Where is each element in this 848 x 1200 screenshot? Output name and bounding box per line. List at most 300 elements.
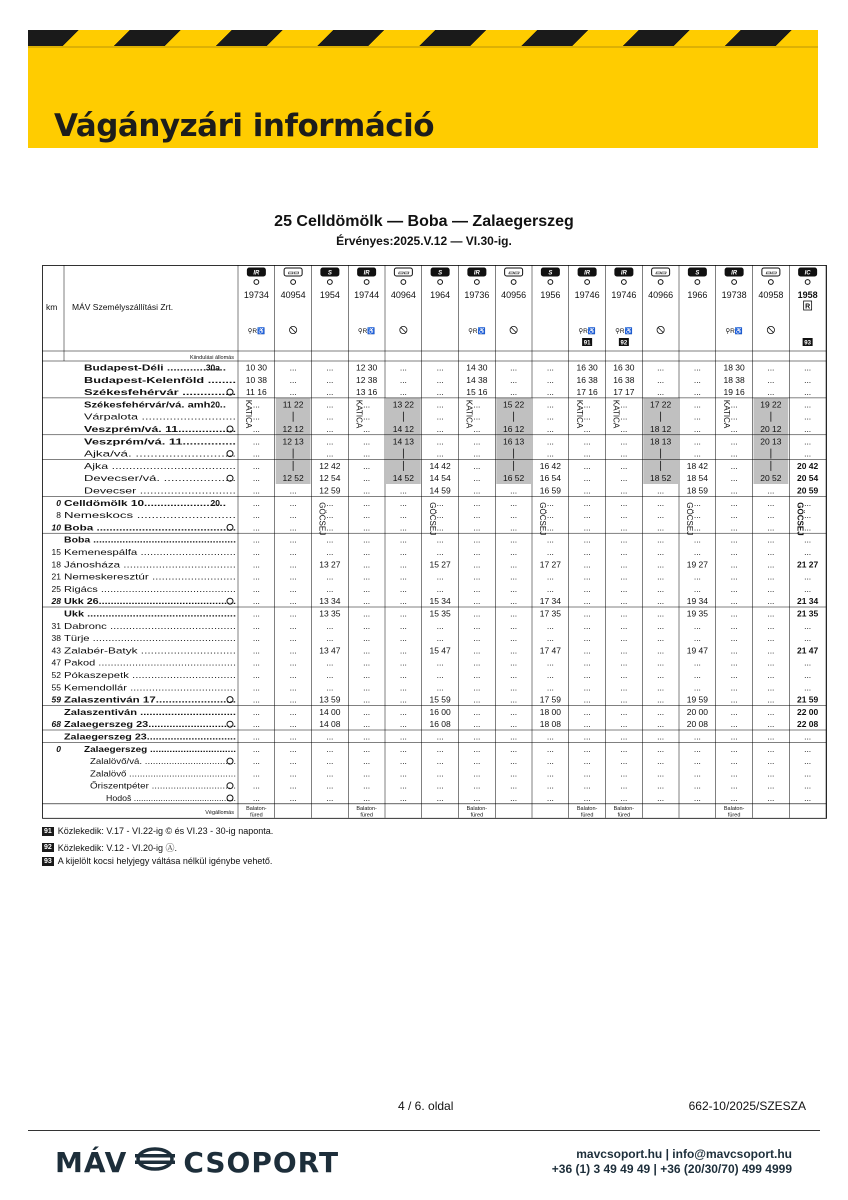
time-cell: 19 35 [686,608,709,619]
time-cell: 11 22 [282,399,304,410]
time-cell: ... [620,583,628,594]
time-cell: ... [620,571,628,582]
service-icons: ⚲R♿ [578,328,596,335]
daily-icon [254,280,259,285]
time-cell: ... [289,657,297,668]
train-name-katica: KATICA [611,399,621,429]
time-cell: ... [326,436,334,447]
time-cell: ... [583,682,591,693]
time-cell: 17 34 [539,596,562,607]
station-name: Ajka .................................... [84,460,236,471]
time-cell: ... [730,731,738,742]
daily-icon [474,280,479,285]
time-cell: ... [657,719,665,730]
end-station: füred [250,812,263,819]
timetable [42,265,819,825]
station-name: Veszprém/vá. 11................. [84,424,236,434]
time-cell: ... [767,756,775,767]
time-cell: 11 16 [246,387,267,398]
time-cell: ... [252,608,260,619]
time-cell: 15 16 [466,387,488,398]
time-cell: 13 47 [319,645,341,656]
time-cell: ... [436,448,444,459]
time-cell: ... [252,780,260,791]
time-cell: ... [252,534,260,545]
time-cell: ... [767,485,775,496]
time-cell: ... [657,743,665,754]
time-cell: ... [510,719,518,730]
time-cell: ... [583,534,591,545]
time-cell: ... [473,497,481,508]
time-cell: 14 12 [392,424,415,434]
time-cell: ... [693,756,701,767]
time-cell: ... [657,547,665,557]
km-value: 25 [51,583,61,594]
time-cell: ... [363,596,371,607]
time-cell: 14 59 [429,485,451,496]
km-value: 18 [51,559,61,570]
train-type-label: IR [253,270,260,277]
time-cell: ... [289,793,297,803]
time-cell: ... [730,510,738,521]
time-cell: ... [289,756,297,767]
note-badge-label: 93 [804,340,811,347]
time-cell: ... [657,362,665,373]
time-cell: ... [730,645,738,656]
time-cell: ... [473,424,481,434]
time-cell: 18 00 [539,706,562,717]
time-cell: ... [693,743,701,754]
time-cell: 16 38 [576,374,598,385]
time-cell: ... [620,399,628,410]
train-name-katica: KATICA [721,399,731,429]
time-cell: 22 08 [796,719,819,730]
time-cell: 15 34 [429,596,451,607]
time-cell: ... [620,497,628,508]
time-cell: ... [730,424,738,434]
time-cell: ... [693,497,701,508]
time-cell: ... [583,547,591,557]
time-cell: ... [473,460,481,471]
station-name: Jánosháza ................................... [64,559,236,570]
time-cell: ... [657,620,665,631]
time-cell: ... [693,571,701,582]
time-cell: ... [693,387,701,398]
time-cell: ... [767,387,775,398]
km-value: 0 [56,497,61,508]
station-name: Pókaszepetk ................................. [64,670,236,680]
time-cell: ... [693,436,701,447]
time-cell: ... [767,633,775,644]
time-cell: ... [767,571,775,582]
time-cell: ... [620,719,628,730]
time-cell: 18 38 [723,374,745,385]
time-cell: ... [546,793,554,803]
time-cell: ... [546,387,554,398]
time-cell: ... [363,670,371,680]
time-cell: ... [804,682,812,693]
train-number: 19744 [354,290,380,300]
time-cell: ... [473,583,481,594]
timetable-validity: Érvényes:2025.V.12 — VI.30-ig. [336,234,512,248]
time-cell: ... [436,793,444,803]
time-cell: ... [510,571,518,582]
no-bike-slash [511,328,516,333]
end-station: füred [617,812,631,819]
time-cell: ... [730,743,738,754]
time-cell: ... [620,485,628,496]
time-cell: ... [657,583,665,594]
time-cell: ... [546,522,554,533]
time-cell: ... [510,633,518,644]
time-cell: ... [804,436,812,447]
time-cell: ... [252,633,260,644]
time-cell: ... [620,510,628,521]
station-name: Budapest-Kelenföld ........ [84,374,236,385]
time-cell: ... [252,657,260,668]
time-cell: ... [620,411,628,422]
time-cell: ... [693,399,701,410]
time-cell: ... [804,756,812,767]
time-cell: ... [693,780,701,791]
time-cell: ... [399,756,407,767]
time-cell: ... [436,497,444,508]
time-cell: 16 30 [576,362,598,373]
time-cell: ... [363,694,371,705]
time-cell: ... [399,682,407,693]
train-type-label: S [438,270,443,277]
time-cell: ... [326,399,334,410]
time-cell: ... [620,645,628,656]
time-cell: ... [399,670,407,680]
time-cell: ... [252,694,260,705]
train-type-label: ▭▭ [287,270,299,277]
time-cell: ... [730,559,738,570]
time-cell: 18 13 [649,436,672,447]
time-cell: ... [436,657,444,668]
time-cell: ... [546,547,554,557]
time-cell: ... [252,399,260,410]
time-cell: 17 22 [649,399,672,410]
time-cell: ... [363,633,371,644]
time-cell: ... [730,497,738,508]
end-station: Balaton- [576,805,598,812]
time-cell: ... [252,583,260,594]
time-cell: ... [546,534,554,545]
station-name: Türje .............................................. [64,633,236,644]
time-cell: ... [289,547,297,557]
time-cell: 16 12 [502,424,525,434]
time-cell: ... [473,694,481,705]
time-cell: ... [289,694,297,705]
time-cell: ... [363,485,371,496]
time-cell: ... [436,362,444,373]
time-cell: ... [804,780,812,791]
time-cell: ... [657,657,665,668]
train-number: 40964 [390,290,416,300]
time-cell: ... [326,547,334,557]
km-value: 38 [51,633,61,644]
time-cell: ... [473,399,481,410]
time-cell: ... [583,793,591,803]
time-cell: ... [730,485,738,496]
time-cell: ... [510,620,518,631]
time-cell: ... [546,362,554,373]
time-cell: ... [657,706,665,717]
time-cell: 14 30 [466,362,488,373]
time-cell: ... [620,559,628,570]
start-station-label: Kiindulási állomás [189,355,234,361]
time-cell: 20 54 [796,473,819,484]
time-cell: 16 42 [539,460,562,471]
time-cell: ... [399,387,407,398]
time-cell: ... [473,756,481,767]
logo-rails-icon [135,1146,175,1179]
service-icons: ⚲R♿ [468,328,486,335]
time-cell: ... [730,768,738,779]
time-cell: ... [473,436,481,447]
time-cell: 17 35 [539,608,562,619]
train-name-katica: KATICA [244,399,253,429]
time-cell: ... [399,510,407,521]
time-cell: ... [804,399,812,410]
daily-icon [805,280,810,285]
time-cell: ... [657,510,665,521]
time-cell: ... [473,411,481,422]
time-cell: ... [730,780,738,791]
time-cell: ... [657,387,665,398]
daily-icon [768,280,773,285]
time-cell: ... [473,731,481,742]
no-bike-slash [401,328,406,333]
train-type-label: IR [473,270,480,277]
time-cell: 13 27 [319,559,341,570]
time-cell: ... [804,657,812,668]
time-cell: ... [252,620,260,631]
time-cell: ... [583,719,591,730]
time-cell: ... [326,780,334,791]
station-name: Ukk ................................................. [64,608,236,619]
time-cell: 14 08 [319,719,341,730]
time-cell: ... [252,682,260,693]
time-cell: ... [730,620,738,631]
time-cell: ... [620,620,628,631]
time-cell: ... [620,780,628,791]
logo-text-left: MÁV [55,1146,128,1179]
time-cell: ... [767,719,775,730]
time-cell: ... [730,756,738,767]
time-cell: 16 00 [429,706,451,717]
time-cell: ... [804,522,812,533]
station-name: Székesfehérvár ............... [84,387,236,398]
daily-icon [585,280,590,285]
time-cell: ... [363,473,371,484]
train-name-gocsej: GÖCSEJ [795,502,805,536]
time-cell: ... [767,362,775,373]
time-cell: ... [289,768,297,779]
time-cell: ... [326,497,334,508]
footnote-text: A kijelölt kocsi helyjegy váltása nélkül igénybe vehető. [57,856,273,866]
service-icons: ⚲R♿ [615,328,633,335]
time-cell: ... [289,780,297,791]
time-cell: ... [546,682,554,693]
station-name: Kemendollár .................................. [64,682,236,693]
time-cell: ... [473,473,481,484]
train-number: 40958 [758,290,784,300]
time-cell: 13 34 [319,596,341,607]
time-cell: 12 59 [319,485,341,496]
time-cell: ... [399,608,407,619]
station-name: Zalaegerszeg 23............................. [64,719,236,730]
time-cell: ... [473,534,481,545]
time-cell: ... [546,657,554,668]
time-cell: 12 13 [282,436,304,447]
time-cell: ... [583,510,591,521]
time-cell: ... [730,657,738,668]
time-cell: ... [546,583,554,594]
time-cell: ... [693,522,701,533]
time-cell: ... [583,645,591,656]
time-cell: 21 59 [796,694,819,705]
time-cell: 19 47 [686,645,709,656]
time-cell: ... [399,583,407,594]
time-cell: ... [583,768,591,779]
time-cell: ... [252,731,260,742]
time-cell: ... [252,706,260,717]
time-cell: ... [620,547,628,557]
time-cell: ... [436,583,444,594]
time-cell: ... [473,620,481,631]
train-number: 19734 [243,290,269,300]
km-value: 15 [51,547,61,557]
time-cell: 14 38 [466,374,488,385]
time-cell: ... [326,571,334,582]
time-cell: 13 59 [319,694,341,705]
time-cell: ... [289,362,297,373]
time-cell: ... [730,399,738,410]
time-cell: ... [399,768,407,779]
time-cell: ... [473,510,481,521]
time-cell: ... [546,424,554,434]
time-cell: ... [804,633,812,644]
train-type-label: IR [584,270,591,277]
time-cell: ... [620,694,628,705]
time-cell: ... [767,731,775,742]
time-cell: ... [620,424,628,434]
time-cell: ... [436,534,444,545]
time-cell: ... [289,743,297,754]
station-name: Székesfehérvár/vá. amh. ... [84,399,226,410]
time-cell: ... [767,645,775,656]
time-cell: ... [583,731,591,742]
time-cell: ... [399,793,407,803]
time-cell: ... [546,497,554,508]
end-station: füred [470,812,484,819]
time-cell: ... [436,571,444,582]
time-cell: ... [510,583,518,594]
timetable-title: 25 Celldömölk — Boba — Zalaegerszeg [274,213,574,230]
time-cell: ... [473,645,481,656]
time-cell: ... [767,583,775,594]
time-cell: ... [399,374,407,385]
station-name: Veszprém/vá. 11............... [84,436,236,447]
time-cell: ... [804,510,812,521]
page-title: Vágányzári információ [54,108,435,144]
time-cell: ... [693,583,701,594]
time-cell: ... [510,793,518,803]
time-cell: ... [693,670,701,680]
time-cell: 18 42 [686,460,709,471]
train-name-katica: KATICA [354,399,364,429]
daily-icon [732,280,737,285]
time-cell: ... [804,362,812,373]
time-cell: ... [804,571,812,582]
daily-icon [511,280,516,285]
time-cell: ... [363,706,371,717]
time-cell: 16 08 [429,719,451,730]
end-station: Balaton- [356,805,377,812]
time-cell: ... [399,534,407,545]
stripe-divider [28,46,818,48]
contact-phones: +36 (1) 3 49 49 49 | +36 (20/30/70) 499 4999 [551,1162,792,1176]
time-cell: ... [473,657,481,668]
time-cell: ... [473,522,481,533]
time-cell: ... [399,706,407,717]
time-cell: ... [583,497,591,508]
contact-web-email[interactable]: mavcsoport.hu | info@mavcsoport.hu [576,1147,792,1161]
time-cell: ... [583,411,591,422]
time-cell: 17 59 [539,694,562,705]
station-name: Dabronc ........................................ [64,620,236,631]
time-cell: ... [730,436,738,447]
station-name: Várpalota ........................... [84,411,236,422]
time-cell: ... [583,399,591,410]
time-cell: 20 52 [760,473,782,484]
time-cell: 15 47 [429,645,451,656]
train-type-label: IR [620,270,627,277]
time-cell: 17 17 [613,387,635,398]
km-value: 55 [51,682,61,693]
time-cell: ... [693,768,701,779]
time-cell: ... [510,657,518,668]
time-cell: ... [583,633,591,644]
time-cell: ... [510,645,518,656]
time-cell: ... [363,534,371,545]
time-cell: ... [399,559,407,570]
train-name-gocsej: GÖCSEJ [317,502,327,536]
time-cell: ... [620,706,628,717]
time-cell: 21 47 [796,645,819,656]
time-cell: 18 08 [539,719,562,730]
time-cell: ... [657,682,665,693]
time-cell: ... [804,583,812,594]
page-number: 4 / 6. oldal [398,1099,454,1113]
time-cell: ... [693,362,701,373]
end-station: füred [360,812,373,819]
time-cell: ... [436,510,444,521]
time-cell: ... [767,682,775,693]
time-cell: ... [289,706,297,717]
time-cell: ... [363,719,371,730]
time-cell: ... [326,768,334,779]
daily-icon [401,280,406,285]
time-cell: ... [363,424,371,434]
time-cell: ... [289,387,297,398]
time-cell: ... [657,374,665,385]
time-cell: ... [436,780,444,791]
time-cell: ... [326,424,334,434]
time-cell: ... [583,448,591,459]
